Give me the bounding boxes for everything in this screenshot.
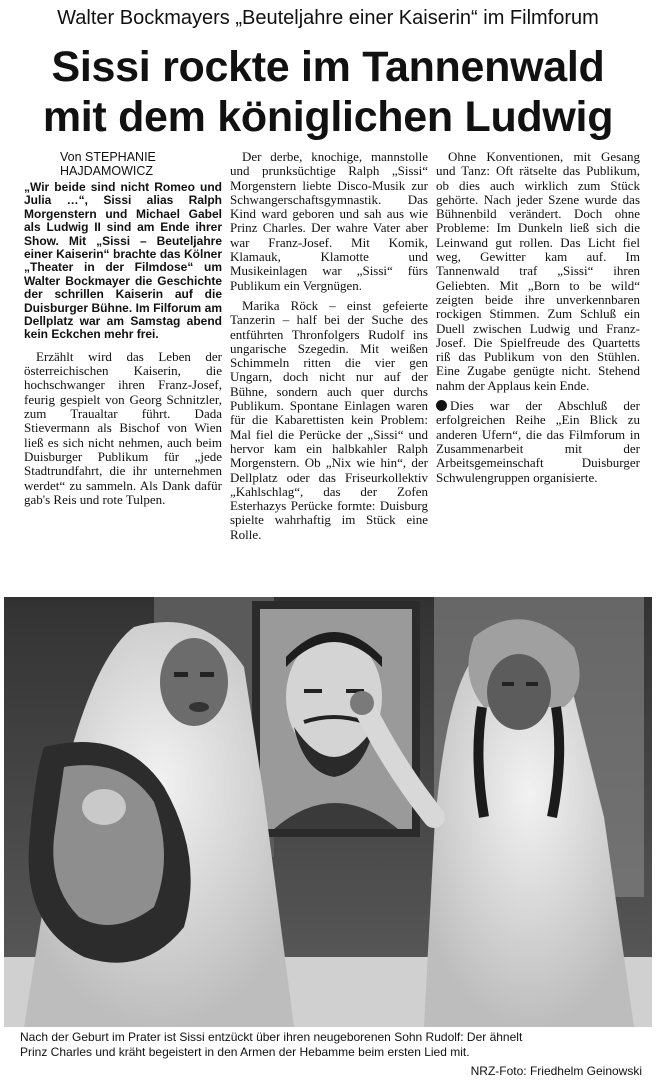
article-column-2 [230, 150, 428, 542]
article-paragraph: Erzählt wird das Leben der österreichischen Kaiserin, die hochschwanger ihren Franz-Josef, feurig gespielt von Georg Schnitzler, zum Traualtar führt. Dada Stievermann als Bischof von Wien ließ es sich nicht nehmen, auch beim Duisburger Publikum für „jede Stadtrundfahrt, die ihr unternehmen werdet“ zu sammeln. Als Dank dafür gab's Reis und rote Tulpen. [24, 348, 222, 507]
article-headline [0, 42, 656, 142]
portrait-painting [252, 601, 420, 837]
headline-line-1: Sissi rockte im Tannenwald [51, 43, 605, 91]
bullet-icon [436, 400, 447, 411]
article-kicker: Walter Bockmayers „Beuteljahre einer Kaiserin“ im Filmforum [57, 7, 599, 29]
photo-credit: NRZ-Foto: Friedhelm Geinowski [470, 1064, 642, 1078]
article-photo [4, 597, 652, 1027]
article-closing-paragraph [436, 399, 640, 485]
headline-line-2: mit dem königlichen Ludwig [42, 93, 614, 141]
article-paragraph: Der derbe, knochige, mannstolle und prunksüchtige Ralph „Sissi“ Morgenstern liebte Disco-Musik zur Schwangerschaftsgymnastik. Das Kind ward geboren und sah aus wie Prinz Charles. Der wahre Vater aber war Franz-Josef. Mit Komik, Klamauk, Klamotte und Musikeinlagen war „Sissi“ fürs Publikum ein Vergnügen. [230, 149, 428, 293]
article-paragraph: Marika Röck – einst gefeierte Tanzerin – half bei der Suche des entführten Thronfolgers Rudolf ins ungarische Szegedin. Mit weißen Schimmeln ritten die vier gen Ungarn, doch nicht nur auf der Bühne, sondern auch quer durchs Publikum. Spontane Einlagen waren für die Kabarettisten kein Problem: Mal fiel die Perücke der „Sissi“ und hervor kam ein halbkahler Ralph Morgenstern. Ob „Nix wie hin“, der Dellplatz oder das Friseurkollektiv „Kahlschlag“, das der Zofen Esterhazys Perücke formte: Duisburg spielte wahrhaftig im Stück eine Rolle. [230, 297, 428, 542]
caption-line-1: Nach der Geburt im Prater ist Sissi entzückt über ihren neugeborenen Sohn Rudolf: Der ähnelt [20, 1030, 523, 1044]
closing-text: Dies war der Abschluß der erfolgreichen Reihe „Ein Blick zu anderen Ufern“, die das Filmforum in Zusammenarbeit mit der Arbeitsgemeinschaft Duisburger Schwulengruppen organisierte. [436, 398, 640, 485]
stage-photo-illustration [4, 597, 652, 1027]
article-paragraph: Ohne Konventionen, mit Gesang und Tanz: Oft rätselte das Publikum, ob dies auch wirklich zum Stück gehörte. Nach jeder Szene wurde das Bühnenbild verändert. Doch ohne Probleme: Im Dunkeln ließ sich die Leinwand gut rollen. Das Licht fiel weg, Gewitter kam auf. Im Tannenwald traf „Sissi“ ihren Geliebten. Mit „Born to be wild“ zeigten beide ihre unverkennbaren rockigen Stimmen. Zum Schluß ein Duell zwischen Ludwig und Franz-Josef. Die Spielfreude des Quartetts riß das Publikum von den Stühlen. Eine Zugabe genügte nicht. Stehend nahm der Applaus kein Ende. [436, 149, 640, 393]
article-column-1 [24, 150, 222, 507]
byline: Von STEPHANIE HAJDAMOWICZ [60, 150, 156, 178]
article-column-3 [436, 150, 640, 485]
article-lead: „Wir beide sind nicht Romeo und Julia …“, Sissi alias Ralph Morgenstern und Michael Gabel als Ludwig II sind am Ende ihrer Show. Mit „Sissi – Beuteljahre einer Kaiserin“ brachte das Kölner „Theater in der Filmdose“ um Walter Bockmayer die Geschichte der schrillen Kaiserin auf die Duisburger Bühne. Im Filforum am Dellplatz war am Samstag abend kein Eckchen mehr frei. [24, 180, 222, 342]
photo-caption [20, 1030, 650, 1060]
caption-line-2: Prinz Charles und kräht begeistert in den Armen der Hebamme beim ersten Lied mit. [20, 1045, 470, 1059]
